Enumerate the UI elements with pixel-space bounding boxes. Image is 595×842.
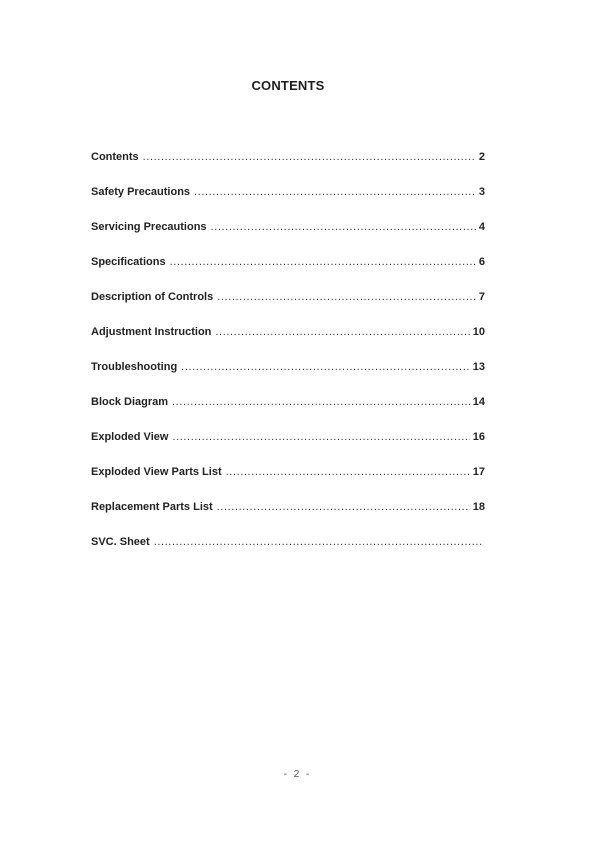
toc-entry-label: Replacement Parts List [91,501,213,513]
toc-entry-label: Troubleshooting [91,361,178,373]
toc-entry-page: 7 [478,291,485,303]
toc-entry-label: Safety Precautions [91,186,191,198]
toc-entry-servicing-precautions[interactable] [91,220,485,255]
toc-entry-page: 3 [478,186,485,198]
toc-dot-leader [172,430,469,444]
toc-entry-label: Contents [91,151,139,163]
page-number: - 2 - [283,769,312,780]
toc-entry-label: Adjustment Instruction [91,326,212,338]
toc-entry-page: 13 [472,361,485,373]
toc-entry-page: 16 [472,431,485,443]
toc-entry-specifications[interactable] [91,255,485,290]
toc-entry-page: 4 [478,221,485,233]
toc-entry-troubleshooting[interactable] [91,360,485,395]
toc-entry-page: 2 [478,151,485,163]
toc-entry-page: 6 [478,256,485,268]
toc-entry-page: 14 [472,396,485,408]
toc-dot-leader [172,395,470,409]
toc-dot-leader [170,255,476,269]
toc-entry-label: Description of Controls [91,291,214,303]
toc-entry-safety-precautions[interactable] [91,185,485,220]
toc-entry-replacement-parts-list[interactable] [91,500,485,535]
toc-entry-label: Exploded View [91,431,169,443]
toc-dot-leader [143,150,476,164]
toc-entry-page: 17 [472,466,485,478]
page-title: CONTENTS [251,78,325,93]
toc-entry-svc-sheet[interactable] [91,535,485,570]
toc-dot-leader [217,290,476,304]
toc-entry-label: Servicing Precautions [91,221,207,233]
toc-entry-exploded-view-parts-list[interactable] [91,465,485,500]
toc-entry-label: Exploded View Parts List [91,466,222,478]
toc-entry-description-of-controls[interactable] [91,290,485,325]
toc-dot-leader [154,535,482,549]
toc-entry-label: Block Diagram [91,396,169,408]
toc-entry-adjustment-instruction[interactable] [91,325,485,360]
toc-dot-leader [215,325,469,339]
toc-entry-block-diagram[interactable] [91,395,485,430]
toc-entry-page: 10 [472,326,485,338]
toc-dot-leader [194,185,476,199]
toc-dot-leader [181,360,470,374]
table-of-contents [91,150,485,570]
toc-entry-contents[interactable] [91,150,485,185]
toc-dot-leader [211,220,476,234]
toc-entry-label: Specifications [91,256,166,268]
toc-dot-leader [226,465,470,479]
toc-dot-leader [217,500,470,514]
toc-entry-page: 18 [472,501,485,513]
toc-entry-label: SVC. Sheet [91,536,150,548]
toc-entry-exploded-view[interactable] [91,430,485,465]
